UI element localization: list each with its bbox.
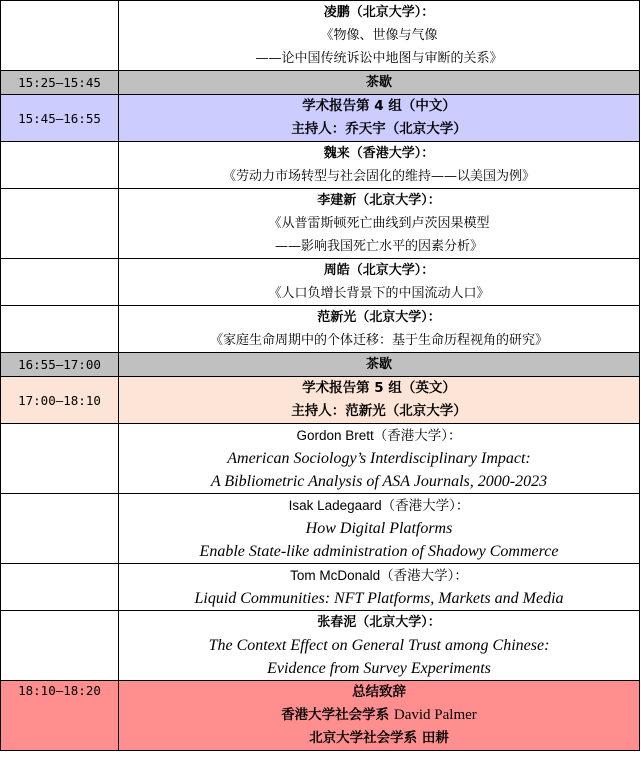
talk-title-line: A Bibliometric Analysis of ASA Journals, 2000-2023 bbox=[210, 473, 548, 490]
speaker-name: Tom McDonald（香港大学）： bbox=[290, 568, 468, 583]
time-cell-empty bbox=[1, 306, 119, 353]
time-cell-empty bbox=[1, 494, 119, 564]
time-cell-empty bbox=[1, 259, 119, 306]
time-cell-empty bbox=[1, 189, 119, 259]
closing-speaker-line bbox=[119, 727, 639, 750]
speaker-name: 范新光（北京大学）： bbox=[317, 310, 441, 325]
speaker-name: 张春泥（北京大学）： bbox=[317, 615, 441, 630]
group-title: 学术报告第 4 组（中文） bbox=[302, 98, 456, 114]
group-time: 17:00–18:10 bbox=[1, 377, 119, 424]
closing-speaker-line bbox=[119, 704, 639, 727]
talk-cell bbox=[119, 611, 640, 681]
closing-affiliation: 北京大学社会学系 bbox=[309, 730, 422, 746]
talk-title-line: 《物像、世像与气像 bbox=[320, 28, 438, 43]
talk-cell bbox=[119, 306, 640, 353]
closing-time: 18:10–18:20 bbox=[1, 681, 119, 751]
group-header-row bbox=[1, 377, 640, 424]
talk-title-line: Evidence from Survey Experiments bbox=[267, 660, 491, 677]
talk-row bbox=[1, 564, 640, 611]
talk-title-line: 《劳动力市场转型与社会固化的维持——以美国为例》 bbox=[222, 169, 535, 184]
talk-title-line: ——影响我国死亡水平的因素分析》 bbox=[274, 239, 483, 254]
talk-cell bbox=[119, 189, 640, 259]
break-label: 茶歇 bbox=[365, 357, 392, 372]
speaker-name: 李建新（北京大学）： bbox=[317, 193, 441, 208]
speaker-name: Gordon Brett（香港大学）： bbox=[296, 428, 462, 443]
talk-title-line: The Context Effect on General Trust among Chinese: bbox=[208, 637, 550, 654]
closing-speaker-name: 田耕 bbox=[421, 730, 449, 746]
speaker-name: 周皓（北京大学）： bbox=[323, 263, 435, 278]
talk-row bbox=[1, 1, 640, 71]
closing-row bbox=[1, 681, 640, 751]
talk-title-line: American Sociology’s Interdisciplinary Impact: bbox=[227, 450, 531, 467]
break-label: 茶歇 bbox=[365, 75, 392, 90]
talk-cell bbox=[119, 1, 640, 71]
talk-title-line: Liquid Communities: NFT Platforms, Markets and Media bbox=[194, 590, 564, 607]
talk-row bbox=[1, 494, 640, 564]
talk-row bbox=[1, 424, 640, 494]
talk-cell bbox=[119, 564, 640, 611]
closing-affiliation: 香港大学社会学系 bbox=[281, 707, 394, 723]
break-row bbox=[1, 71, 640, 95]
talk-row bbox=[1, 189, 640, 259]
talk-title-line: 《从普雷斯顿死亡曲线到卢茨因果模型 bbox=[268, 216, 490, 231]
break-cell bbox=[119, 71, 640, 95]
time-cell-empty bbox=[1, 611, 119, 681]
group-header-row bbox=[1, 95, 640, 142]
speaker-name: 凌鹏（北京大学）： bbox=[323, 5, 435, 20]
talk-title-line: ——论中国传统诉讼中地图与审断的关系》 bbox=[255, 51, 503, 66]
talk-row bbox=[1, 306, 640, 353]
break-time: 16:55–17:00 bbox=[1, 353, 119, 377]
time-cell-empty bbox=[1, 1, 119, 71]
speaker-name: 魏来（香港大学）： bbox=[323, 146, 435, 161]
talk-cell bbox=[119, 142, 640, 189]
talk-cell bbox=[119, 494, 640, 564]
closing-title: 总结致辞 bbox=[352, 684, 406, 700]
talk-row bbox=[1, 259, 640, 306]
group-time: 15:45–16:55 bbox=[1, 95, 119, 142]
talk-row bbox=[1, 611, 640, 681]
time-cell-empty bbox=[1, 424, 119, 494]
closing-cell bbox=[119, 681, 640, 751]
group-title: 学术报告第 5 组（英文） bbox=[302, 380, 456, 396]
group-host: 主持人：乔天宇（北京大学） bbox=[291, 121, 467, 137]
talk-cell bbox=[119, 424, 640, 494]
time-cell-empty bbox=[1, 564, 119, 611]
talk-cell bbox=[119, 259, 640, 306]
group-header-cell bbox=[119, 377, 640, 424]
talk-title-line: Enable State-like administration of Shadowy Commerce bbox=[199, 543, 559, 560]
talk-title-line: 《家庭生命周期中的个体迁移：基于生命历程视角的研究》 bbox=[209, 333, 548, 348]
break-cell bbox=[119, 353, 640, 377]
group-host: 主持人：范新光（北京大学） bbox=[291, 403, 467, 419]
talk-title-line: How Digital Platforms bbox=[305, 520, 453, 537]
break-time: 15:25–15:45 bbox=[1, 71, 119, 95]
break-row bbox=[1, 353, 640, 377]
closing-speaker-name: David Palmer bbox=[393, 707, 477, 723]
talk-title-line: 《人口负增长背景下的中国流动人口》 bbox=[268, 286, 490, 301]
speaker-name: Isak Ladegaard（香港大学）： bbox=[288, 498, 470, 513]
time-cell-empty bbox=[1, 142, 119, 189]
talk-row bbox=[1, 142, 640, 189]
group-header-cell bbox=[119, 95, 640, 142]
